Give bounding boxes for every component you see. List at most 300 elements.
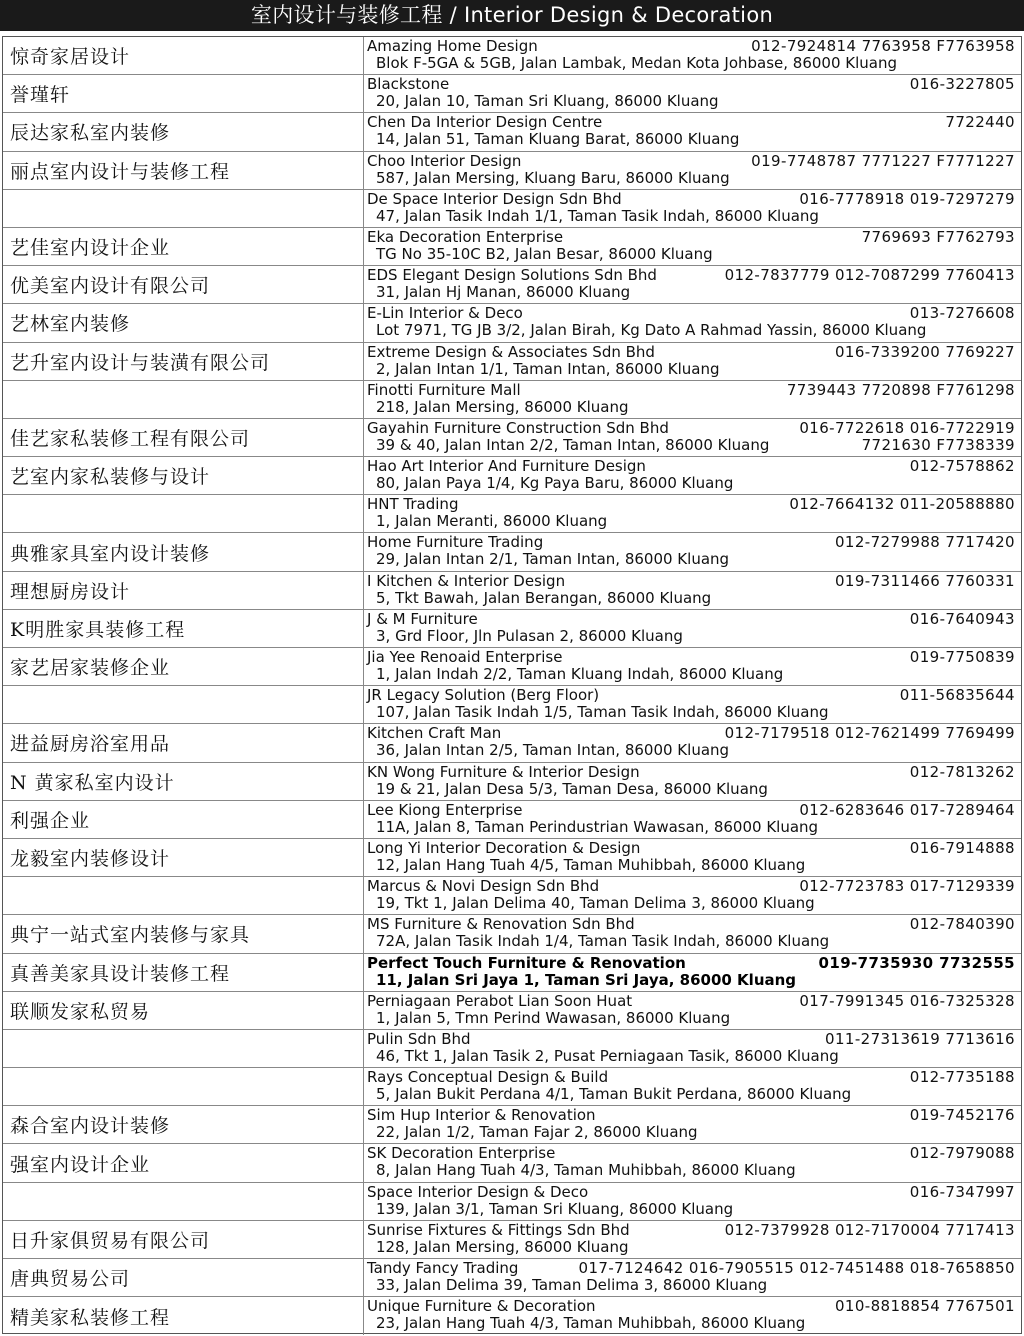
name-phone-line	[367, 802, 1015, 819]
column-divider	[363, 1221, 364, 1258]
business-info	[367, 114, 1015, 151]
business-address: 107, Jalan Tasik Indah 1/5, Taman Tasik Indah, 86000 Kluang	[376, 703, 829, 722]
phone-numbers: 016-7347997	[909, 1182, 1015, 1201]
listing-row	[3, 1221, 1021, 1259]
business-info	[367, 802, 1015, 839]
name-phone-line	[367, 1260, 1015, 1277]
column-divider	[363, 877, 364, 914]
business-name: Space Interior Design & Deco	[367, 1182, 589, 1201]
business-address: 11A, Jalan 8, Taman Perindustrian Wawasan, 86000 Kluang	[376, 817, 819, 836]
chinese-name: 辰达家私室内装修	[10, 122, 171, 145]
column-divider	[363, 1144, 364, 1181]
column-divider	[363, 343, 364, 380]
business-info	[367, 382, 1015, 419]
phone-numbers: 019-7452176	[909, 1106, 1015, 1125]
column-divider	[363, 763, 364, 800]
business-name: Unique Furniture & Decoration	[367, 1297, 596, 1316]
address-line	[376, 513, 1024, 530]
directory-table	[2, 36, 1022, 1334]
business-name: Sunrise Fixtures & Fittings Sdn Bhd	[367, 1220, 630, 1239]
column-divider	[363, 992, 364, 1029]
column-divider	[363, 686, 364, 723]
business-address: 128, Jalan Mersing, 86000 Kluang	[376, 1237, 629, 1256]
business-name: Pulin Sdn Bhd	[367, 1029, 471, 1048]
business-info	[367, 267, 1015, 304]
address-line	[376, 1124, 1024, 1141]
business-info	[367, 649, 1015, 686]
listing-row	[3, 763, 1021, 801]
address-line	[376, 1201, 1024, 1218]
listing-row	[3, 1183, 1021, 1221]
name-phone-line	[367, 1069, 1015, 1086]
name-phone-line	[367, 267, 1015, 284]
column-divider	[363, 1030, 364, 1067]
chinese-name: 艺升室内设计与装潢有限公司	[10, 351, 271, 374]
business-address: TG No 35-10C B2, Jalan Besar, 86000 Kluang	[376, 244, 713, 263]
address-line	[376, 972, 1024, 989]
address-line	[376, 781, 1024, 798]
business-address: 8, Jalan Hang Tuah 4/3, Taman Muhibbah, 86000 Kluang	[376, 1161, 796, 1180]
address-line	[376, 1277, 1024, 1294]
business-name: Long Yi Interior Decoration & Design	[367, 838, 641, 857]
business-info	[367, 76, 1015, 113]
name-phone-line	[367, 1184, 1015, 1201]
business-address: 46, Tkt 1, Jalan Tasik 2, Pusat Perniagaan Tasik, 86000 Kluang	[376, 1046, 839, 1065]
business-name: MS Furniture & Renovation Sdn Bhd	[367, 915, 635, 934]
business-name: EDS Elegant Design Solutions Sdn Bhd	[367, 266, 657, 285]
listing-row	[3, 304, 1021, 342]
name-phone-line	[367, 305, 1015, 322]
business-info	[367, 725, 1015, 762]
business-info	[367, 191, 1015, 228]
column-divider	[363, 533, 364, 570]
phone-numbers-extra: 7721630 F7738339	[861, 435, 1015, 454]
business-info	[367, 1107, 1015, 1144]
chinese-name: 佳艺家私装修工程有限公司	[10, 427, 251, 450]
business-address: 1, Jalan Indah 2/2, Taman Kluang Indah, 86000 Kluang	[376, 665, 784, 683]
business-info	[367, 878, 1015, 915]
business-address: 139, Jalan 3/1, Taman Sri Kluang, 86000 Kluang	[376, 1199, 734, 1218]
address-line	[376, 819, 1024, 836]
column-divider	[363, 228, 364, 265]
phone-numbers: 011-56835644	[899, 686, 1015, 705]
name-phone-line	[367, 1298, 1015, 1315]
business-address: 22, Jalan 1/2, Taman Fajar 2, 86000 Kluang	[376, 1123, 698, 1142]
business-info	[367, 1222, 1015, 1259]
address-line	[376, 93, 1024, 110]
phone-numbers: 012-7840390	[909, 915, 1015, 934]
chinese-name: 龙毅室内装修设计	[10, 848, 171, 871]
listing-row	[3, 572, 1021, 610]
chinese-name: 利强企业	[10, 809, 91, 832]
phone-numbers: 7722440	[945, 113, 1015, 132]
business-info	[367, 458, 1015, 495]
listing-row	[3, 37, 1021, 75]
name-phone-line	[367, 382, 1015, 399]
business-info	[367, 153, 1015, 190]
column-divider	[363, 266, 364, 303]
chinese-name: 精美家私装修工程	[10, 1306, 171, 1329]
name-phone-line	[367, 1031, 1015, 1048]
business-address: 587, Jalan Mersing, Kluang Baru, 86000 Kluang	[376, 168, 730, 187]
chinese-name: 日升家俱贸易有限公司	[10, 1229, 211, 1252]
business-address: 39 & 40, Jalan Intan 2/2, Taman Intan, 86000 Kluang	[376, 435, 770, 454]
listing-row	[3, 1144, 1021, 1182]
business-info	[367, 764, 1015, 801]
column-divider	[363, 610, 364, 647]
chinese-name	[10, 1183, 360, 1220]
chinese-name	[10, 495, 360, 532]
business-name: De Space Interior Design Sdn Bhd	[367, 189, 622, 208]
business-name: JR Legacy Solution (Berg Floor)	[367, 686, 600, 705]
address-line	[376, 322, 1024, 339]
listing-row	[3, 877, 1021, 915]
business-name: Kitchen Craft Man	[367, 724, 502, 743]
business-address: 31, Jalan Hj Manan, 86000 Kluang	[376, 283, 631, 302]
phone-numbers: 7739443 7720898 F7761298	[786, 380, 1015, 399]
name-phone-line	[367, 496, 1015, 513]
phone-numbers: 012-7179518 012-7621499 7769499	[724, 724, 1015, 743]
phone-numbers: 012-7723783 017-7129339	[799, 877, 1015, 896]
name-phone-line	[367, 916, 1015, 933]
business-info	[367, 1184, 1015, 1221]
listing-row	[3, 992, 1021, 1030]
chinese-name	[10, 381, 360, 418]
column-divider	[363, 419, 364, 456]
name-phone-line	[367, 649, 1015, 666]
business-info	[367, 420, 1015, 457]
address-line	[376, 628, 1024, 645]
name-phone-line	[367, 114, 1015, 131]
phone-numbers: 017-7991345 016-7325328	[799, 991, 1015, 1010]
name-phone-line	[367, 840, 1015, 857]
business-address: 47, Jalan Tasik Indah 1/1, Taman Tasik Indah, 86000 Kluang	[376, 206, 819, 225]
name-phone-line	[367, 993, 1015, 1010]
business-address: 14, Jalan 51, Taman Kluang Barat, 86000 Kluang	[376, 130, 740, 149]
business-address: 19, Tkt 1, Jalan Delima 40, Taman Delima 3, 86000 Kluang	[376, 894, 815, 913]
address-line	[376, 1239, 1024, 1256]
business-address: 12, Jalan Hang Tuah 4/5, Taman Muhibbah, 86000 Kluang	[376, 855, 806, 874]
business-info	[367, 611, 1015, 648]
business-info	[367, 573, 1015, 610]
column-divider	[363, 75, 364, 112]
chinese-name: 艺林室内装修	[10, 313, 131, 336]
phone-numbers: 7769693 F7762793	[861, 227, 1015, 246]
address-line	[376, 1010, 1024, 1027]
business-name: Tandy Fancy Trading	[367, 1259, 519, 1277]
listing-row	[3, 533, 1021, 571]
business-name: KN Wong Furniture & Interior Design	[367, 762, 640, 781]
listing-row	[3, 495, 1021, 533]
business-name: SK Decoration Enterprise	[367, 1144, 556, 1163]
column-divider	[363, 113, 364, 150]
chinese-name	[10, 877, 360, 914]
business-name: Choo Interior Design	[367, 151, 522, 170]
column-divider	[363, 954, 364, 991]
business-name: HNT Trading	[367, 495, 459, 514]
chinese-name: 优美室内设计有限公司	[10, 275, 211, 298]
phone-numbers: 019-7748787 7771227 F7771227	[751, 151, 1015, 170]
chinese-name: 唐典贸易公司	[10, 1268, 131, 1291]
chinese-name	[10, 190, 360, 227]
business-info	[367, 496, 1015, 533]
chinese-name: 誉瑾轩	[10, 84, 71, 107]
business-name: Home Furniture Trading	[367, 533, 544, 552]
phone-numbers: 016-7778918 019-7297279	[799, 189, 1015, 208]
chinese-name: 强室内设计企业	[10, 1153, 151, 1176]
phone-numbers: 012-7379928 012-7170004 7717413	[724, 1220, 1015, 1239]
business-info	[367, 344, 1015, 381]
section-title: 室内设计与装修工程 / Interior Design & Decoration	[250, 3, 774, 27]
business-info	[367, 1031, 1015, 1068]
phone-numbers: 012-7979088	[909, 1144, 1015, 1163]
column-divider	[363, 37, 364, 74]
business-name: Perfect Touch Furniture & Renovation	[367, 953, 686, 972]
business-address: 19 & 21, Jalan Desa 5/3, Taman Desa, 86000 Kluang	[376, 779, 768, 798]
name-phone-line	[367, 725, 1015, 742]
business-name: Finotti Furniture Mall	[367, 380, 521, 399]
listing-row	[3, 915, 1021, 953]
business-address: 72A, Jalan Tasik Indah 1/4, Taman Tasik Indah, 86000 Kluang	[376, 932, 830, 951]
name-phone-line	[367, 229, 1015, 246]
listing-row	[3, 839, 1021, 877]
listing-row	[3, 381, 1021, 419]
business-name: Extreme Design & Associates Sdn Bhd	[367, 342, 655, 361]
address-line	[376, 1315, 1024, 1332]
column-divider	[363, 724, 364, 761]
business-name: Amazing Home Design	[367, 37, 538, 55]
name-phone-line	[367, 153, 1015, 170]
column-divider	[363, 381, 364, 418]
business-address: 36, Jalan Intan 2/5, Taman Intan, 86000 Kluang	[376, 741, 730, 760]
chinese-name: 艺佳室内设计企业	[10, 237, 171, 260]
phone-numbers: 016-7914888	[909, 838, 1015, 857]
listing-row	[3, 190, 1021, 228]
phone-numbers: 012-6283646 017-7289464	[799, 800, 1015, 819]
business-info	[367, 993, 1015, 1030]
name-phone-line	[367, 764, 1015, 781]
business-name: E-Lin Interior & Deco	[367, 304, 523, 323]
chinese-name: 丽点室内设计与装修工程	[10, 160, 231, 183]
address-line	[376, 742, 1024, 759]
business-info	[367, 229, 1015, 266]
business-info	[367, 1069, 1015, 1106]
column-divider	[363, 1183, 364, 1220]
business-name: Sim Hup Interior & Renovation	[367, 1106, 596, 1125]
name-phone-line	[367, 1145, 1015, 1162]
name-phone-line	[367, 420, 1015, 437]
chinese-name: 艺室内家私装修与设计	[10, 466, 211, 489]
address-line	[376, 208, 1024, 225]
listing-row	[3, 457, 1021, 495]
phone-numbers: 019-7750839	[909, 648, 1015, 666]
listing-row	[3, 1106, 1021, 1144]
column-divider	[363, 152, 364, 189]
business-info	[367, 1260, 1015, 1297]
business-name: Rays Conceptual Design & Build	[367, 1068, 609, 1087]
chinese-name	[10, 686, 360, 723]
column-divider	[363, 304, 364, 341]
business-info	[367, 38, 1015, 75]
address-line	[376, 437, 1024, 454]
name-phone-line	[367, 458, 1015, 475]
business-info	[367, 534, 1015, 571]
address-line	[376, 170, 1024, 187]
listing-row	[3, 610, 1021, 648]
business-name: Hao Art Interior And Furniture Design	[367, 457, 646, 476]
column-divider	[363, 1068, 364, 1105]
listing-row	[3, 1259, 1021, 1297]
column-divider	[363, 648, 364, 685]
phone-numbers: 012-7813262	[909, 762, 1015, 781]
business-info	[367, 687, 1015, 724]
column-divider	[363, 915, 364, 952]
business-info	[367, 840, 1015, 877]
address-line	[376, 857, 1024, 874]
business-name: Perniagaan Perabot Lian Soon Huat	[367, 991, 633, 1010]
address-line	[376, 246, 1024, 263]
listing-row	[3, 1030, 1021, 1068]
phone-numbers: 019-7311466 7760331	[834, 571, 1015, 590]
name-phone-line	[367, 573, 1015, 590]
address-line	[376, 551, 1024, 568]
business-name: Eka Decoration Enterprise	[367, 227, 564, 246]
phone-numbers: 017-7124642 016-7905515 012-7451488 018-7658850	[578, 1259, 1015, 1277]
business-address: Blok F-5GA & 5GB, Jalan Lambak, Medan Kota Johbase, 86000 Kluang	[376, 54, 898, 72]
listing-row	[3, 1297, 1021, 1335]
column-divider	[363, 1106, 364, 1143]
business-name: Blackstone	[367, 75, 450, 94]
column-divider	[363, 1259, 364, 1296]
column-divider	[363, 572, 364, 609]
listing-row	[3, 228, 1021, 266]
phone-numbers: 012-7279988 7717420	[834, 533, 1015, 552]
address-line	[376, 590, 1024, 607]
business-address: 1, Jalan 5, Tmn Perind Wawasan, 86000 Kluang	[376, 1008, 731, 1027]
business-info	[367, 305, 1015, 342]
listing-row	[3, 266, 1021, 304]
business-name: Lee Kiong Enterprise	[367, 800, 523, 819]
business-name: Chen Da Interior Design Centre	[367, 113, 603, 132]
name-phone-line	[367, 1107, 1015, 1124]
business-address: 5, Tkt Bawah, Jalan Berangan, 86000 Kluang	[376, 588, 712, 607]
section-header	[0, 0, 1024, 31]
chinese-name: 典雅家具室内设计装修	[10, 542, 211, 565]
phone-numbers: 012-7924814 7763958 F7763958	[751, 37, 1015, 55]
name-phone-line	[367, 76, 1015, 93]
address-line	[376, 1086, 1024, 1103]
name-phone-line	[367, 1222, 1015, 1239]
address-line	[376, 475, 1024, 492]
address-line	[376, 361, 1024, 378]
column-divider	[363, 457, 364, 494]
business-info	[367, 1298, 1015, 1336]
listing-row	[3, 648, 1021, 686]
address-line	[376, 933, 1024, 950]
business-address: Lot 7971, TG JB 3/2, Jalan Birah, Kg Dato A Rahmad Yassin, 86000 Kluang	[376, 321, 927, 340]
phone-numbers: 019-7735930 7732555	[818, 953, 1015, 972]
phone-numbers: 012-7664132 011-20588880	[789, 495, 1015, 514]
business-name: I Kitchen & Interior Design	[367, 571, 566, 590]
business-address: 20, Jalan 10, Taman Sri Kluang, 86000 Kluang	[376, 92, 719, 111]
chinese-name: N 黄家私室内设计	[10, 771, 175, 794]
address-line	[376, 55, 1024, 72]
business-address: 3, Grd Floor, Jln Pulasan 2, 86000 Kluang	[376, 626, 683, 645]
chinese-name	[10, 1068, 360, 1105]
column-divider	[363, 495, 364, 532]
business-address: 5, Jalan Bukit Perdana 4/1, Taman Bukit Perdana, 86000 Kluang	[376, 1085, 852, 1104]
phone-numbers: 013-7276608	[909, 304, 1015, 323]
address-line	[376, 399, 1024, 416]
listing-row	[3, 419, 1021, 457]
listing-row	[3, 152, 1021, 190]
phone-numbers: 012-7837779 012-7087299 7760413	[724, 266, 1015, 285]
address-line	[376, 704, 1024, 721]
name-phone-line	[367, 611, 1015, 628]
business-address: 23, Jalan Hang Tuah 4/3, Taman Muhibbah, 86000 Kluang	[376, 1314, 806, 1333]
business-address: 11, Jalan Sri Jaya 1, Taman Sri Jaya, 86000 Kluang	[376, 970, 797, 989]
chinese-name: 理想厨房设计	[10, 580, 131, 603]
phone-numbers: 011-27313619 7713616	[825, 1029, 1015, 1048]
column-divider	[363, 839, 364, 876]
business-name: Jia Yee Renoaid Enterprise	[367, 648, 563, 666]
business-info	[367, 916, 1015, 953]
phone-numbers: 016-7339200 7769227	[834, 342, 1015, 361]
business-address: 33, Jalan Delima 39, Taman Delima 3, 86000 Kluang	[376, 1276, 768, 1294]
business-name: Gayahin Furniture Construction Sdn Bhd	[367, 418, 669, 437]
listing-row	[3, 1068, 1021, 1106]
phone-numbers: 016-7722618 016-7722919	[799, 418, 1015, 437]
chinese-name: 进益厨房浴室用品	[10, 733, 171, 756]
chinese-name: 惊奇家居设计	[10, 46, 131, 69]
listing-row	[3, 954, 1021, 992]
chinese-name: 真善美家具设计装修工程	[10, 962, 231, 985]
name-phone-line	[367, 38, 1015, 55]
phone-numbers: 016-3227805	[909, 75, 1015, 94]
address-line	[376, 1162, 1024, 1179]
phone-numbers: 012-7735188	[909, 1068, 1015, 1087]
listing-row	[3, 113, 1021, 151]
address-line	[376, 284, 1024, 301]
name-phone-line	[367, 687, 1015, 704]
business-address: 218, Jalan Mersing, 86000 Kluang	[376, 397, 629, 416]
phone-numbers: 016-7640943	[909, 609, 1015, 628]
business-address: 80, Jalan Paya 1/4, Kg Paya Baru, 86000 Kluang	[376, 474, 734, 493]
phone-numbers: 010-8818854 7767501	[834, 1297, 1015, 1316]
name-phone-line	[367, 534, 1015, 551]
chinese-name: 家艺居家装修企业	[10, 657, 171, 680]
name-phone-line	[367, 955, 1015, 972]
column-divider	[363, 1297, 364, 1335]
business-address: 29, Jalan Intan 2/1, Taman Intan, 86000 Kluang	[376, 550, 730, 569]
address-line	[376, 131, 1024, 148]
chinese-name	[10, 1030, 360, 1067]
listing-row	[3, 686, 1021, 724]
business-address: 1, Jalan Meranti, 86000 Kluang	[376, 512, 608, 531]
name-phone-line	[367, 878, 1015, 895]
address-line	[376, 666, 1024, 683]
chinese-name: 联顺发家私贸易	[10, 1000, 151, 1023]
column-divider	[363, 190, 364, 227]
column-divider	[363, 801, 364, 838]
chinese-name: 典宁一站式室内装修与家具	[10, 924, 251, 947]
listing-row	[3, 724, 1021, 762]
listing-row	[3, 75, 1021, 113]
address-line	[376, 1048, 1024, 1065]
address-line	[376, 895, 1024, 912]
phone-numbers: 012-7578862	[909, 457, 1015, 476]
business-name: J & M Furniture	[367, 609, 478, 628]
